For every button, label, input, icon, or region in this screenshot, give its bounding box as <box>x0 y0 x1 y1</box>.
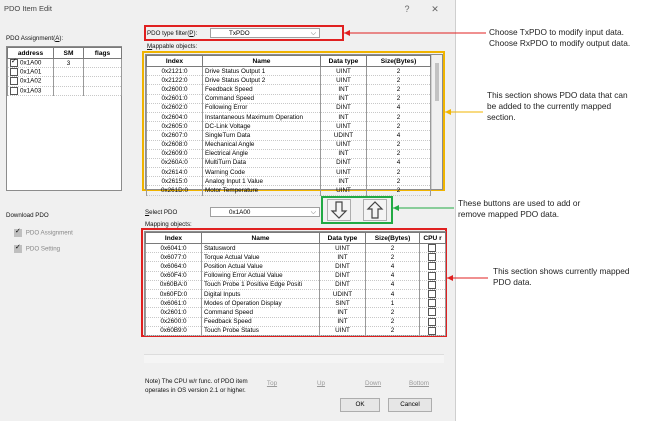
mappable-index: 0x2609:0 <box>147 149 203 158</box>
mappable-index: 0x2122:0 <box>147 76 203 85</box>
mappable-data-type: INT <box>321 149 367 158</box>
cancel-button[interactable]: Cancel <box>388 398 432 412</box>
mapping-index: 0x60BA:0 <box>146 280 202 289</box>
mapping-size: 2 <box>366 308 420 317</box>
chevron-down-icon: ⌵ <box>310 30 316 37</box>
cpu-note: Note) The CPU w/r func. of PDO item operates in OS version 2.1 or higher. <box>145 378 248 394</box>
download-pdo-assignment-option[interactable]: ✓ PDO Assignment <box>14 229 73 237</box>
mappable-index: 0x2600:0 <box>147 85 203 94</box>
mappable-name: Instantaneous Maximum Operation <box>203 112 321 121</box>
mapping-index: 0x6061:0 <box>146 299 202 308</box>
mappable-size: 2 <box>367 186 431 195</box>
mappable-name: Command Speed <box>203 94 321 103</box>
mappable-data-type: INT <box>321 94 367 103</box>
mappable-size: 4 <box>367 158 431 167</box>
mappable-data-type: INT <box>321 85 367 94</box>
mapping-header-data-type[interactable]: Data type <box>320 233 366 244</box>
mappable-header-name[interactable]: Name <box>203 56 321 67</box>
ok-button[interactable]: OK <box>340 398 380 412</box>
mapping-size: 2 <box>366 317 420 326</box>
mappable-size: 2 <box>367 76 431 85</box>
mapping-name: Position Actual Value <box>202 262 320 271</box>
mappable-header-size[interactable]: Size(Bytes) <box>367 56 431 67</box>
mappable-size: 4 <box>367 103 431 112</box>
mappable-index: 0x2615:0 <box>147 177 203 186</box>
mapping-index: 0x6064:0 <box>146 262 202 271</box>
download-pdo-label: Download PDO <box>6 212 49 219</box>
assignment-address: 0x1A03 <box>20 87 42 95</box>
mappable-index: 0x2608:0 <box>147 140 203 149</box>
help-icon[interactable]: ? <box>404 4 410 14</box>
mapping-name: Command Speed <box>202 308 320 317</box>
mapping-data-type: DINT <box>320 280 366 289</box>
assignment-address: 0x1A01 <box>20 68 42 76</box>
chevron-down-icon: ⌵ <box>310 209 316 216</box>
mapping-name: Modes of Operation Display <box>202 299 320 308</box>
mappable-size: 2 <box>367 140 431 149</box>
mappable-index: 0x261D:0 <box>147 186 203 195</box>
mapping-data-type: INT <box>320 317 366 326</box>
assignment-address: 0x1A02 <box>20 78 42 86</box>
pdo-assignment-label: PDO Assignment(A): <box>6 35 64 42</box>
mapping-annotation: This section shows currently mapped PDO data. <box>493 266 630 287</box>
mapping-name: Torque Actual Value <box>202 253 320 262</box>
mappable-data-type: INT <box>321 177 367 186</box>
mappable-data-type: DINT <box>321 103 367 112</box>
mappable-name: DC-Link Voltage <box>203 122 321 131</box>
mappable-data-type: DINT <box>321 158 367 167</box>
mappable-objects-label: Mappable objects: <box>147 43 198 50</box>
mapping-size: 4 <box>366 271 420 280</box>
mappable-header-data-type[interactable]: Data type <box>321 56 367 67</box>
download-pdo-setting-option[interactable]: ✓ PDO Setting <box>14 245 60 253</box>
mapping-index: 0x6041:0 <box>146 244 202 253</box>
mapping-size: 4 <box>366 289 420 298</box>
down-button[interactable]: Down <box>364 380 382 387</box>
mappable-name: MultiTurn Data <box>203 158 321 167</box>
mapping-index: 0x60B9:0 <box>146 326 202 335</box>
mappable-size: 2 <box>367 94 431 103</box>
mapping-data-type: DINT <box>320 262 366 271</box>
mapping-index: 0x60FD:0 <box>146 289 202 298</box>
mappable-data-type: UINT <box>321 122 367 131</box>
mappable-data-type: UINT <box>321 168 367 177</box>
mapping-data-type: DINT <box>320 271 366 280</box>
mapping-size: 4 <box>366 262 420 271</box>
mappable-size: 2 <box>367 85 431 94</box>
mapping-name: Touch Probe Status <box>202 326 320 335</box>
mappable-index: 0x2604:0 <box>147 112 203 121</box>
mapping-data-type: UINT <box>320 244 366 253</box>
mappable-index: 0x2614:0 <box>147 168 203 177</box>
mappable-name: Feedback Speed <box>203 85 321 94</box>
mappable-name: SingleTurn Data <box>203 131 321 140</box>
filter-arrowhead <box>344 30 350 36</box>
assignment-header-sm[interactable]: SM <box>54 48 84 59</box>
mappable-data-type: UINT <box>321 76 367 85</box>
mappable-name: Mechanical Angle <box>203 140 321 149</box>
mappable-name: Following Error <box>203 103 321 112</box>
mapping-objects-label: Mapping objects: <box>145 221 192 228</box>
filter-annotation: Choose TxPDO to modify input data. Choose RxPDO to modify output data. <box>489 27 631 48</box>
mapping-index: 0x2600:0 <box>146 317 202 326</box>
mapping-name: Statusword <box>202 244 320 253</box>
assignment-header-address[interactable]: address <box>8 48 54 59</box>
bottom-button[interactable]: Bottom <box>409 380 429 387</box>
mappable-index: 0x2121:0 <box>147 67 203 76</box>
mapping-name: Feedback Speed <box>202 317 320 326</box>
mapping-arrowhead <box>447 275 453 281</box>
select-pdo-select[interactable]: 0x1A00 ⌵ <box>210 207 320 217</box>
mappable-name: Motor Temperature <box>203 186 321 195</box>
mapping-header-name[interactable]: Name <box>202 233 320 244</box>
mapping-size: 4 <box>366 280 420 289</box>
mappable-size: 2 <box>367 122 431 131</box>
mapping-data-type: SINT <box>320 299 366 308</box>
mapping-data-type: INT <box>320 308 366 317</box>
assignment-sm: 3 <box>54 59 84 68</box>
mapping-header-cpu[interactable]: CPU r <box>420 233 446 244</box>
mapping-index: 0x6077:0 <box>146 253 202 262</box>
top-button[interactable]: Top <box>266 380 278 387</box>
mapping-index: 0x2601:0 <box>146 308 202 317</box>
mappable-name: Drive Status Output 1 <box>203 67 321 76</box>
mappable-name: Warning Code <box>203 168 321 177</box>
mapping-name: Touch Probe 1 Positive Edge Positi <box>202 280 320 289</box>
mappable-size: 2 <box>367 149 431 158</box>
mappable-annotation: This section shows PDO data that can be added to the currently mapped section. <box>487 90 628 122</box>
assignment-header-flags[interactable]: flags <box>84 48 122 59</box>
mappable-data-type: UDINT <box>321 131 367 140</box>
mappable-data-type: UINT <box>321 186 367 195</box>
mappable-data-type: INT <box>321 112 367 121</box>
mappable-size: 2 <box>367 177 431 186</box>
mappable-index: 0x2602:0 <box>147 103 203 112</box>
mapping-size: 2 <box>366 326 420 335</box>
mappable-arrowhead <box>445 109 451 115</box>
pdo-type-filter-label: PDO type filter(P): <box>147 30 198 37</box>
mapping-name: Following Error Actual Value <box>202 271 320 280</box>
mappable-index: 0x2605:0 <box>147 122 203 131</box>
mappable-index: 0x2601:0 <box>147 94 203 103</box>
mappable-name: Electrical Angle <box>203 149 321 158</box>
window-title: PDO Item Edit <box>4 4 52 13</box>
assignment-address: 0x1A00 <box>20 59 42 67</box>
mapping-size: 2 <box>366 253 420 262</box>
mapping-header-index[interactable]: Index <box>146 233 202 244</box>
mappable-data-type: UINT <box>321 140 367 149</box>
mapping-size: 1 <box>366 299 420 308</box>
mapping-index: 0x60F4:0 <box>146 271 202 280</box>
close-icon[interactable]: ✕ <box>431 4 439 14</box>
mapping-header-size[interactable]: Size(Bytes) <box>366 233 420 244</box>
mappable-name: Drive Status Output 2 <box>203 76 321 85</box>
buttons-annotation: These buttons are used to add or remove mapped PDO data. <box>458 198 581 219</box>
mapping-data-type: UINT <box>320 326 366 335</box>
mappable-index: 0x2607:0 <box>147 131 203 140</box>
mappable-index: 0x260A:0 <box>147 158 203 167</box>
mapping-name: Digital Inputs <box>202 289 320 298</box>
mappable-name: Analog Input 1 Value <box>203 177 321 186</box>
mappable-size: 2 <box>367 112 431 121</box>
mappable-size: 2 <box>367 67 431 76</box>
select-pdo-label: Select PDO <box>145 209 178 216</box>
mapping-size: 2 <box>366 244 420 253</box>
mappable-header-index[interactable]: Index <box>147 56 203 67</box>
up-button[interactable]: Up <box>316 380 326 387</box>
pdo-type-filter-select[interactable]: TxPDO ⌵ <box>210 28 320 38</box>
mappable-size: 2 <box>367 168 431 177</box>
mapping-data-type: INT <box>320 253 366 262</box>
mapping-data-type: UDINT <box>320 289 366 298</box>
buttons-arrowhead <box>393 205 399 211</box>
mappable-size: 4 <box>367 131 431 140</box>
mappable-data-type: UINT <box>321 67 367 76</box>
